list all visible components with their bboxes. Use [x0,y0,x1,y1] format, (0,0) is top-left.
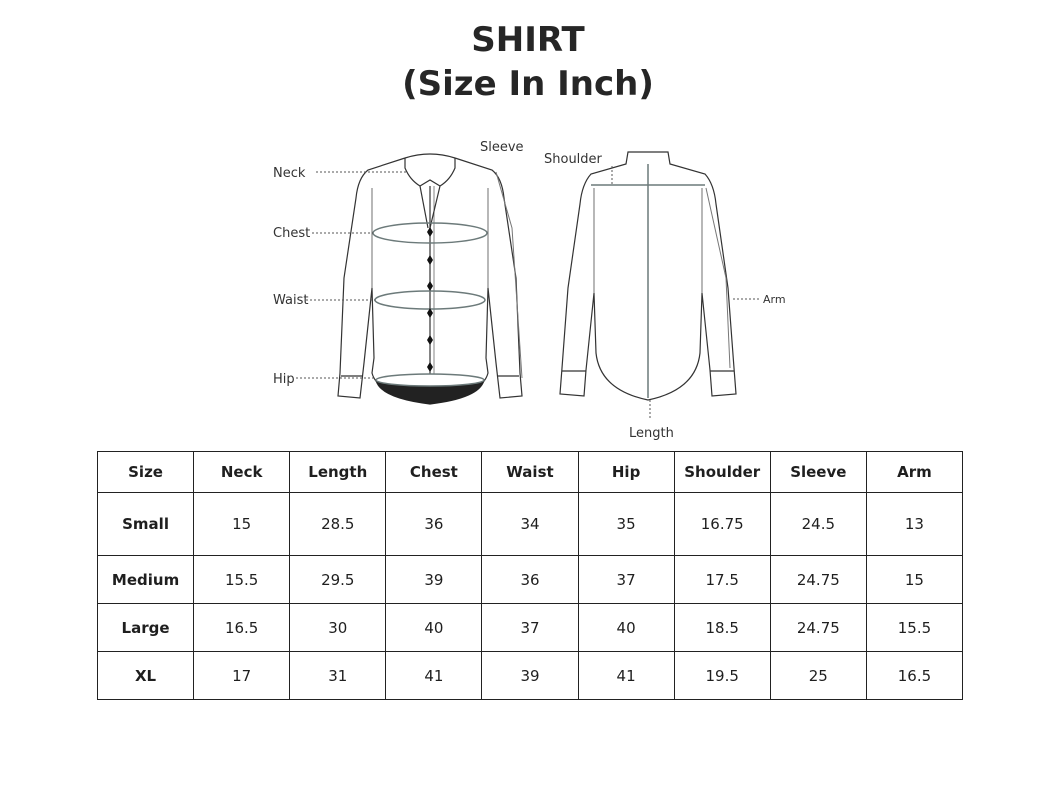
table-cell: 29.5 [290,556,386,604]
table-cell: 17.5 [674,556,770,604]
table-cell: 24.75 [770,556,866,604]
shirt-back-illustration [560,152,736,400]
label-arm: Arm [763,293,786,306]
label-waist: Waist [273,293,309,308]
label-length: Length [629,426,674,441]
table-cell: 17 [194,652,290,700]
table-cell: 31 [290,652,386,700]
table-row [98,604,963,652]
table-cell: 16.5 [866,652,962,700]
label-chest: Chest [273,226,311,241]
table-header-cell: Length [290,452,386,493]
table-row [98,652,963,700]
table-row-size: XL [98,652,194,700]
table-cell: 19.5 [674,652,770,700]
table-cell: 37 [482,604,578,652]
table-header-cell: Size [98,452,194,493]
table-header-cell: Sleeve [770,452,866,493]
table-row-size: Small [98,493,194,556]
table-row-size: Large [98,604,194,652]
table-header-cell: Arm [866,452,962,493]
table-cell: 34 [482,493,578,556]
label-sleeve: Sleeve [480,140,524,155]
table-cell: 28.5 [290,493,386,556]
table-row [98,493,963,556]
table-cell: 40 [578,604,674,652]
table-header-cell: Neck [194,452,290,493]
front-leader-lines [296,172,408,378]
table-header-cell: Chest [386,452,482,493]
table-cell: 15 [866,556,962,604]
table-row-size: Medium [98,556,194,604]
table-cell: 24.5 [770,493,866,556]
table-cell: 18.5 [674,604,770,652]
table-cell: 30 [290,604,386,652]
table-cell: 39 [386,556,482,604]
table-row [98,556,963,604]
table-header-cell: Waist [482,452,578,493]
label-hip: Hip [273,372,295,387]
table-cell: 25 [770,652,866,700]
size-chart-table [97,451,963,700]
table-header-cell: Shoulder [674,452,770,493]
table-cell: 15 [194,493,290,556]
table-cell: 35 [578,493,674,556]
table-header-cell: Hip [578,452,674,493]
table-cell: 24.75 [770,604,866,652]
shirt-measurement-diagram [260,128,800,448]
table-cell: 36 [482,556,578,604]
table-cell: 15.5 [194,556,290,604]
page-subtitle: (Size In Inch) [402,64,654,104]
table-cell: 41 [386,652,482,700]
label-neck: Neck [273,166,306,181]
table-cell: 16.75 [674,493,770,556]
label-shoulder: Shoulder [544,152,602,167]
table-cell: 40 [386,604,482,652]
table-cell: 16.5 [194,604,290,652]
page-title: SHIRT [471,20,585,60]
table-cell: 41 [578,652,674,700]
table-cell: 36 [386,493,482,556]
table-cell: 13 [866,493,962,556]
table-cell: 37 [578,556,674,604]
table-cell: 15.5 [866,604,962,652]
table-header-row [98,452,963,493]
table-cell: 39 [482,652,578,700]
